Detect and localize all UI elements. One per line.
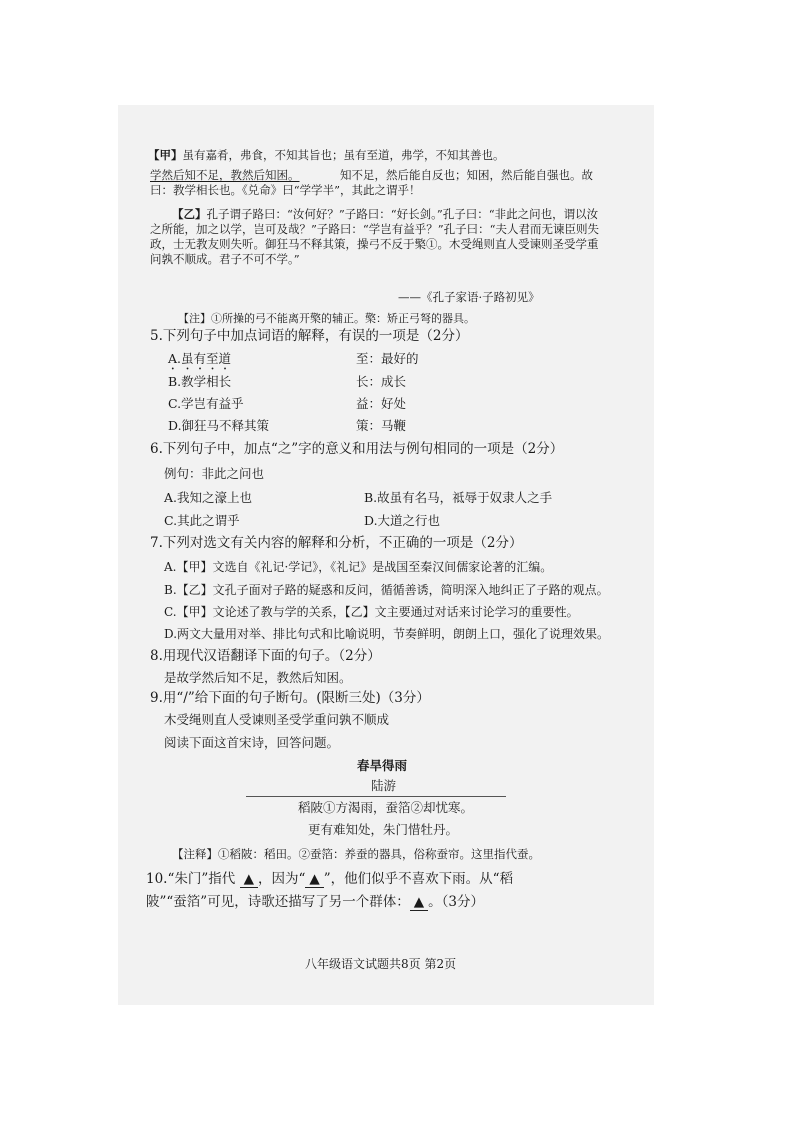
q6-option-b[interactable]: B.故虽有名马，祗辱于奴隶人之手	[364, 490, 553, 505]
poem-intro: 阅读下面这首宋诗，回答问题。	[164, 735, 340, 750]
q6-example: 例句：非此之问也	[164, 466, 265, 481]
poem-line-1: 稻陂①方渴雨，蚕箔②却忧寒。	[298, 800, 474, 815]
poem-note: 【注释】①稻陂：稻田。②蚕箔：养蚕的器具，俗称蚕帘。这里指代蚕。	[172, 847, 540, 861]
q10-line1: 10.“朱门”指代 ▲ ，因为“ ▲ ”，他们似乎不喜欢下雨。从“稻	[146, 871, 514, 887]
q6-option-a[interactable]: A.我知之濠上也	[164, 490, 253, 505]
q5-option-c-explain: 益：好处	[356, 396, 407, 411]
q9-sentence: 木受绳则直人受谏则圣受学重问孰不顺成	[164, 712, 390, 727]
yi-passage: 【乙】孔子谓子路曰：“汝何好？”子路曰：“好长剑。”孔子曰：“非此之问也，谓以汝之所能，加之以学，岂可及哉？”子路曰：“学岂有益乎？”孔子曰：“夫人君而无谏臣则失政，士无教友则失听。御狂马不释其策，操弓不反于檠①。木受绳则直人受谏则圣受学重问孰不顺成。君子不可不学。”	[150, 207, 600, 266]
q5-option-b-explain: 长：成长	[356, 374, 407, 389]
poem-divider	[246, 796, 506, 797]
jia-passage-line2: 学然后知不足，教然后知困。	[150, 168, 300, 182]
answer-blank-3[interactable]: ▲	[410, 894, 428, 911]
q5-option-d[interactable]: D.御狂马不释其策	[168, 418, 270, 433]
q7-stem: 7.下列对选文有关内容的解释和分析，不正确的一项是（2分）	[150, 535, 523, 551]
q9-stem: 9.用“/”给下面的句子断句。(限断三处)（3分）	[150, 690, 430, 706]
q6-option-d[interactable]: D.大道之行也	[364, 513, 441, 528]
q6-option-c[interactable]: C.其此之谓乎	[164, 513, 240, 528]
q7-option-a[interactable]: A.【甲】文选自《礼记·学记》，《礼记》是战国至秦汉间儒家论著的汇编。	[164, 560, 553, 574]
q5-option-a[interactable]: A.虽有至道	[168, 351, 232, 366]
q5-option-a-explain: 至：最好的	[356, 351, 419, 366]
q10-line2: 陂”“蚕箔”可见，诗歌还描写了另一个群体： ▲ 。（3分）	[146, 894, 484, 910]
q5-option-c[interactable]: C.学岂有益乎	[168, 396, 244, 411]
note-1: 【注】①所操的弓不能离开檠的辅正。檠：矫正弓弩的器具。	[178, 312, 475, 325]
page-footer: 八年级语文试题共8页 第2页	[305, 957, 457, 971]
answer-blank-2[interactable]: ▲	[305, 871, 323, 888]
q5-option-b[interactable]: B.教学相长	[168, 374, 232, 389]
q8-stem: 8.用现代汉语翻译下面的句子。（2分）	[150, 648, 381, 664]
poem-line-2: 更有难知处，朱门惜牡丹。	[308, 822, 459, 837]
jia-passage-line1: 【甲】虽有嘉肴，弗食，不知其旨也；虽有至道，弗学，不知其善也。	[148, 148, 505, 162]
jia-passage-rest: 知不足，然后能自反也；知困，然后能自强也。故曰：教学相长也。《兑命》曰“学学半”，其此之谓乎！	[150, 168, 593, 197]
answer-blank-1[interactable]: ▲	[240, 871, 258, 888]
q5-stem: 5.下列句子中加点词语的解释，有误的一项是（2分）	[150, 328, 469, 344]
q8-sentence: 是故学然后知不足，教然后知困。	[164, 670, 352, 685]
poem-author: 陆游	[371, 778, 397, 793]
q6-stem: 6.下列句子中，加点“之”字的意义和用法与例句相同的一项是（2分）	[150, 441, 564, 457]
poem-title: 春旱得雨	[357, 758, 408, 773]
q7-option-b[interactable]: B.【乙】文孔子面对子路的疑惑和反问，循循善诱，简明深入地纠正了子路的观点。	[164, 583, 609, 597]
q7-option-d[interactable]: D.两文大量用对举、排比句式和比喻说明，节奏鲜明，朗朗上口，强化了说理效果。	[164, 627, 610, 641]
yi-source: ——《孔子家语·子路初见》	[398, 290, 540, 304]
q7-option-c[interactable]: C.【甲】文论述了教与学的关系，【乙】文主要通过对话来讨论学习的重要性。	[164, 605, 579, 619]
q5-option-d-explain: 策：马鞭	[356, 418, 407, 433]
